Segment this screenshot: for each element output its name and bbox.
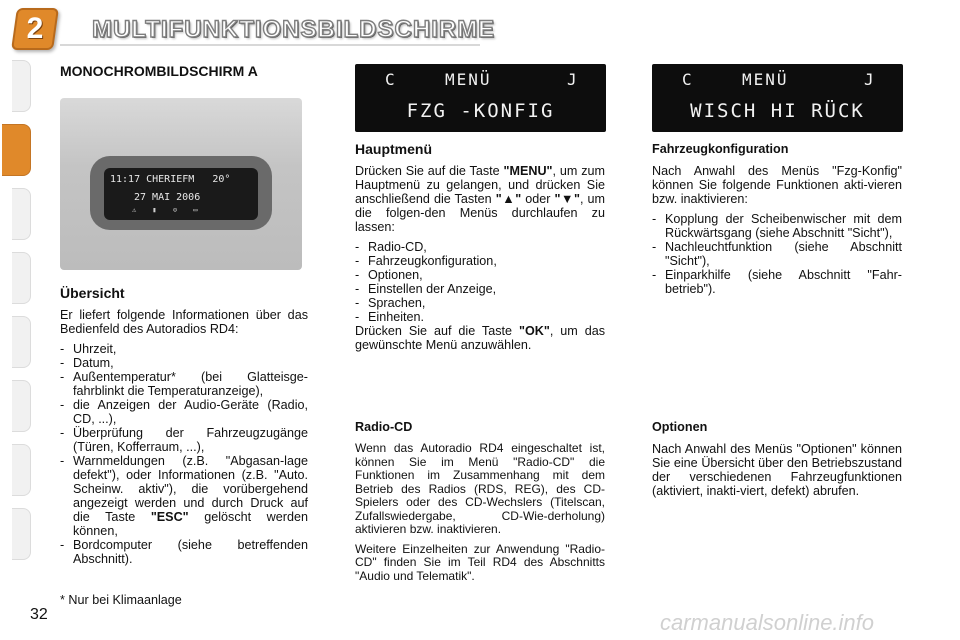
chapter-tab-active[interactable] xyxy=(2,124,31,176)
radio-cd-paragraph: Wenn das Autoradio RD4 eingeschaltet ist, können Sie im Menü "Radio-CD" die Funktionen im Zusammenhang mit dem Betrieb des Radios (RDS, REG), des CD-Spielers oder des CD-Wechslers (Titelscan, Zufallswiedergabe, CD-Wie-derholung) aktivieren bzw. inaktivieren. xyxy=(355,441,605,536)
header-divider xyxy=(60,44,480,46)
display-status-icons: ⚠ ▮ ⊙ ▭ xyxy=(132,206,204,214)
vehicle-config-intro: Nach Anwahl des Menüs "Fzg-Konfig" können Sie folgende Funktionen akti-vieren bzw. inaktivieren: xyxy=(652,164,902,206)
left-column-heading-block xyxy=(60,64,310,86)
lcd-right-marker: J xyxy=(567,70,579,89)
main-menu-heading: Hauptmenü xyxy=(355,141,432,157)
list-item: - Fahrzeugkonfiguration, xyxy=(355,254,605,268)
chapter-badge xyxy=(11,8,59,50)
menu-key-label: "MENU" xyxy=(503,164,553,178)
list-item: - Außentemperatur* (bei Glatteisge-fahrblinkt die Temperaturanzeige), xyxy=(60,370,308,398)
up-arrow-key-label: "▲" xyxy=(495,192,522,206)
list-item: - Kopplung der Scheibenwischer mit dem Rückwärtsgang (siehe Abschnitt "Sicht"), xyxy=(652,212,902,240)
list-item: - Sprachen, xyxy=(355,296,605,310)
options-section xyxy=(652,420,902,504)
list-item-suffix: gelöscht werden können, xyxy=(73,510,308,538)
options-heading: Optionen xyxy=(652,420,708,434)
vehicle-config-list xyxy=(652,212,902,296)
list-item xyxy=(60,454,308,538)
intro-text: , um die folgen-den Menüs durchlaufen zu lassen: xyxy=(355,192,605,234)
lcd-menu-entry: WISCH HI RÜCK xyxy=(690,100,865,122)
chapter-number: 2 xyxy=(26,12,44,45)
list-item: - Einparkhilfe (siehe Abschnitt "Fahr-betrieb"). xyxy=(652,268,902,296)
intro-text: oder xyxy=(521,192,555,206)
radio-cd-section xyxy=(355,420,605,589)
main-menu-section xyxy=(355,142,605,358)
chapter-tab[interactable] xyxy=(12,508,31,560)
main-menu-intro xyxy=(355,164,605,234)
chapter-tab[interactable] xyxy=(12,380,31,432)
ok-instruction xyxy=(355,324,605,352)
display-screen xyxy=(104,168,258,220)
list-item: - Einheiten. xyxy=(355,310,605,324)
options-paragraph: Nach Anwahl des Menüs "Optionen" können Sie eine Übersicht über den Betriebszustand der verschiedenen Fahrzeugfunktionen (aktiviert, inakti-viert, defekt) abrufen. xyxy=(652,442,902,498)
lcd-menu-label: MENÜ xyxy=(445,70,492,89)
list-item: - Einstellen der Anzeige, xyxy=(355,282,605,296)
ok-text: , um das gewünschte Menü anzuwählen. xyxy=(355,324,606,352)
chapter-tab[interactable] xyxy=(12,252,31,304)
page-number: 32 xyxy=(30,606,48,623)
footnote: * Nur bei Klimaanlage xyxy=(60,593,182,607)
radio-cd-paragraph: Weitere Einzelheiten zur Anwendung "Radio-CD" finden Sie im Teil RD4 des Abschnitts "Audio und Telematik". xyxy=(355,541,605,583)
chapter-tab[interactable] xyxy=(12,60,31,112)
list-item: - Optionen, xyxy=(355,268,605,282)
list-item: - Radio-CD, xyxy=(355,240,605,254)
chapter-tab[interactable] xyxy=(12,188,31,240)
list-item: - Bordcomputer (siehe betreffenden Abschnitt). xyxy=(60,538,308,566)
section-heading-monochrome: MONOCHROMBILDSCHIRM A xyxy=(60,63,258,79)
page-header xyxy=(0,0,960,52)
chapter-tab[interactable] xyxy=(12,316,31,368)
intro-text: , um zum Hauptmenü zu gelangen, und drücken Sie anschließend die Tasten xyxy=(355,164,605,206)
chapter-tab[interactable] xyxy=(12,444,31,496)
list-item: - Überprüfung der Fahrzeugzugänge (Türen, Kofferraum, ...), xyxy=(60,426,308,454)
page-title: MULTIFUNKTIONSBILDSCHIRME xyxy=(92,16,496,43)
intro-text: Drücken Sie auf die Taste xyxy=(355,164,504,178)
display-date-line: 27 MAI 2006 xyxy=(134,192,201,203)
lcd-menu-entry: FZG -KONFIG xyxy=(406,100,555,122)
list-item: - Nachleuchtfunktion (siehe Abschnitt "Sicht"), xyxy=(652,240,902,268)
radio-cd-heading: Radio-CD xyxy=(355,420,413,434)
ok-key-label: "OK" xyxy=(518,324,550,338)
overview-intro: Er liefert folgende Informationen über das Bedienfeld des Autoradios RD4: xyxy=(60,308,308,336)
list-item: - die Anzeigen der Audio-Geräte (Radio, CD, ...), xyxy=(60,398,308,426)
vehicle-config-heading: Fahrzeugkonfiguration xyxy=(652,142,789,156)
down-arrow-key-label: "▼" xyxy=(554,192,580,206)
lcd-display-wiper xyxy=(652,64,903,132)
dashboard-display-photo xyxy=(60,98,302,270)
chapter-tabs xyxy=(0,60,32,580)
overview-list xyxy=(60,342,308,566)
display-time-line: 11:17 CHERIEFM 20° xyxy=(110,174,231,185)
lcd-display-vehicle-config xyxy=(355,64,606,132)
overview-heading: Übersicht xyxy=(60,285,125,301)
lcd-menu-label: MENÜ xyxy=(742,70,789,89)
list-item-text: Warnmeldungen (z.B. "Abgasan-lage defekt"), oder Informationen (z.B. "Auto. Scheinw. aktiv"), die vorübergehend angezeigt werden und durch Druck auf die Taste xyxy=(73,454,308,524)
esc-key-label: "ESC" xyxy=(150,510,189,524)
list-item: - Datum, xyxy=(60,356,308,370)
main-menu-list xyxy=(355,240,605,324)
lcd-right-marker: J xyxy=(864,70,876,89)
overview-section xyxy=(60,286,308,566)
lcd-left-marker: C xyxy=(385,70,397,89)
lcd-left-marker: C xyxy=(682,70,694,89)
watermark: carmanualsonline.info xyxy=(660,610,875,635)
vehicle-config-section xyxy=(652,142,902,296)
list-item: - Uhrzeit, xyxy=(60,342,308,356)
ok-text: Drücken Sie auf die Taste xyxy=(355,324,519,338)
